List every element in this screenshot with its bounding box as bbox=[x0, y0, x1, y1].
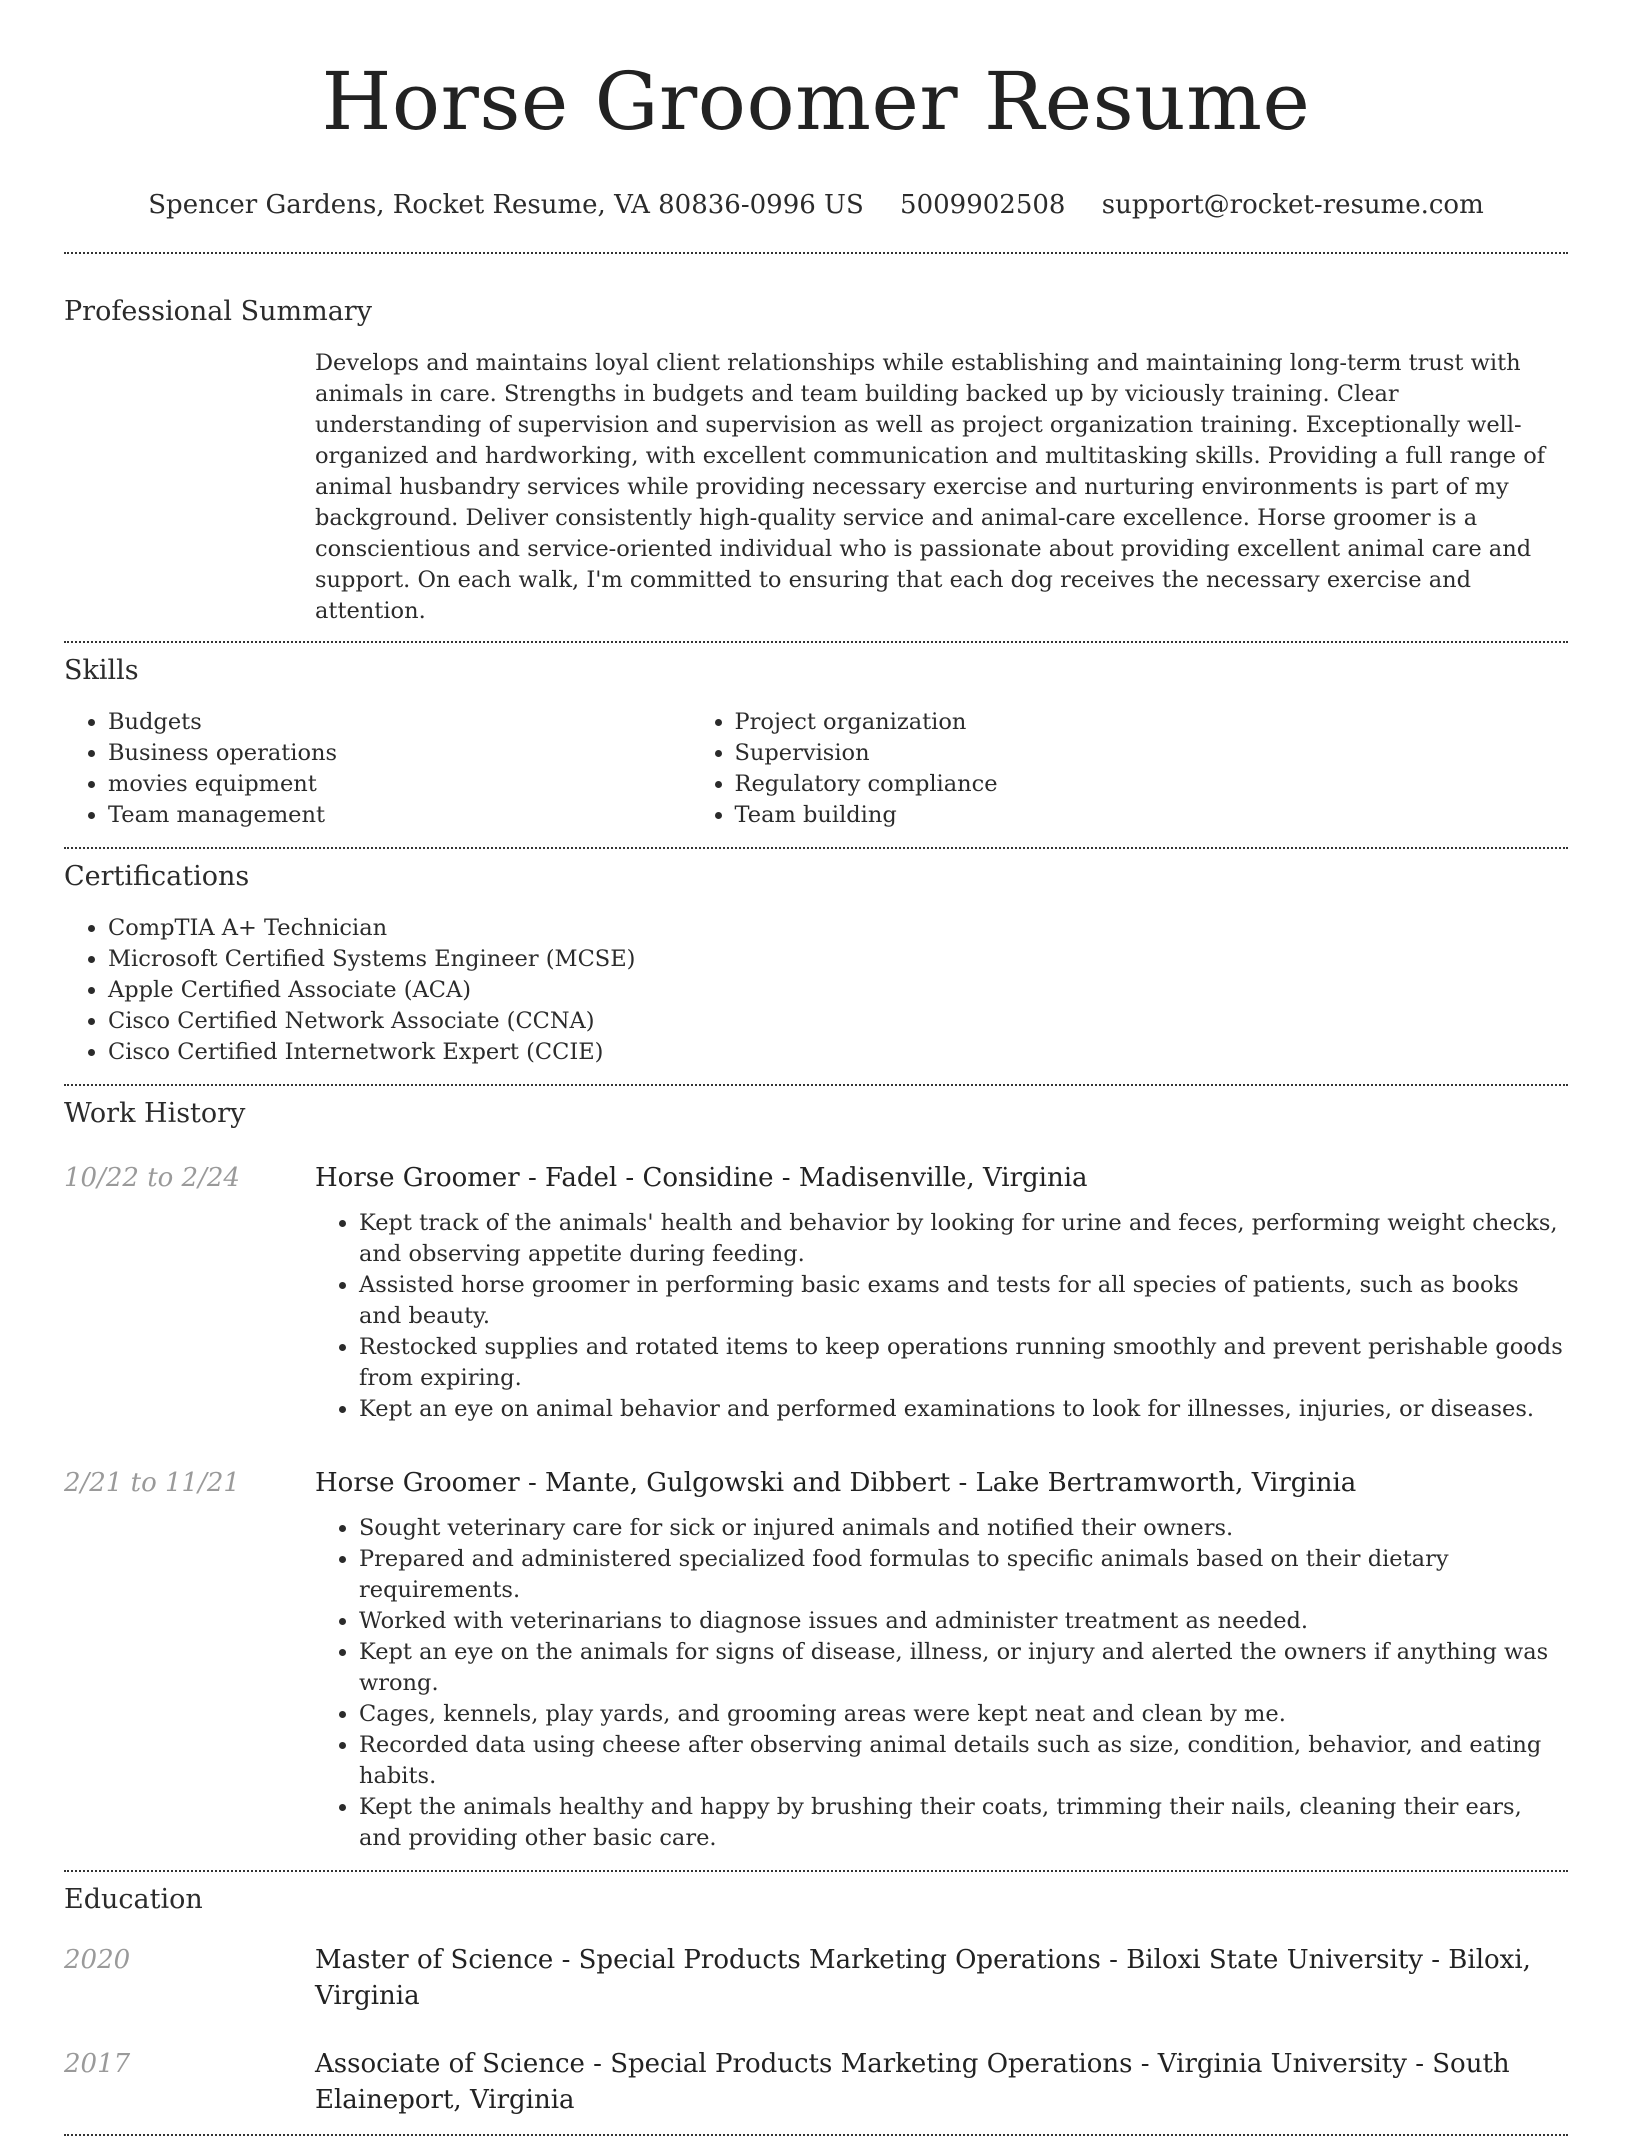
section-heading-summary: Professional Summary bbox=[64, 296, 372, 327]
job-bullet: • Assisted horse groomer in performing basic exams and tests for all species of patients, such as books and beauty. bbox=[359, 1270, 1568, 1332]
certification-item: • Apple Certified Associate (ACA) bbox=[108, 975, 1317, 1006]
section-heading-education: Education bbox=[64, 1884, 203, 1915]
certification-item: • CompTIA A+ Technician bbox=[108, 913, 1317, 944]
page-title: Horse Groomer Resume bbox=[321, 55, 1311, 148]
skill-item: • Supervision bbox=[735, 738, 1318, 769]
job-bullet: • Prepared and administered specialized food formulas to specific animals based on their dietary requirements. bbox=[359, 1544, 1568, 1606]
education-title: Associate of Science - Special Products Marketing Operations - Virginia University - South Elaineport, Virginia bbox=[315, 2049, 1510, 2115]
job-bullet: • Recorded data using cheese after observing animal details such as size, condition, behavior, and eating habits. bbox=[359, 1730, 1568, 1792]
certification-item: • Microsoft Certified Systems Engineer (MCSE) bbox=[108, 944, 1317, 975]
education-entry bbox=[64, 2046, 1568, 2118]
contact-phone: 5009902508 bbox=[900, 190, 1066, 220]
certification-item: • Cisco Certified Network Associate (CCNA) bbox=[108, 1006, 1317, 1037]
skills-list-left bbox=[64, 707, 691, 831]
job-dates: 2/21 to 11/21 bbox=[64, 1468, 240, 1498]
summary-text: Develops and maintains loyal client relationships while establishing and maintaining long-term trust with animals in care. Strengths in budgets and team building backed up by viciously training. Clear understanding of supervision and supervision as well as project organization training. Exceptionally well-organized and hardworking, with excellent communication and multitasking skills. Providing a full range of animal husbandry services while providing necessary exercise and nurturing environments is part of my background. Deliver consistently high-quality service and animal-care excellence. Horse groomer is a conscientious and service-oriented individual who is passionate about providing excellent animal care and support. On each walk, I'm committed to ensuring that each dog receives the necessary exercise and attention. bbox=[315, 350, 1546, 624]
skills-section bbox=[64, 643, 1568, 831]
contact-email: support@rocket-resume.com bbox=[1101, 190, 1484, 220]
section-heading-certifications: Certifications bbox=[64, 861, 250, 892]
section-heading-work: Work History bbox=[64, 1098, 246, 1129]
education-year: 2020 bbox=[64, 1945, 131, 1975]
job-bullet: • Kept track of the animals' health and behavior by looking for urine and feces, performing weight checks, and observing appetite during feeding. bbox=[359, 1208, 1568, 1270]
certifications-section bbox=[64, 849, 1568, 1068]
skills-list-right bbox=[691, 707, 1318, 831]
job-bullet: • Restocked supplies and rotated items to keep operations running smoothly and prevent perishable goods from expiring. bbox=[359, 1332, 1568, 1394]
certifications-list bbox=[64, 913, 1317, 1068]
education-year: 2017 bbox=[64, 2049, 131, 2079]
job-title: Horse Groomer - Fadel - Considine - Madisenville, Virginia bbox=[315, 1163, 1088, 1193]
skill-item: • Team building bbox=[735, 800, 1318, 831]
job-title: Horse Groomer - Mante, Gulgowski and Dibbert - Lake Bertramworth, Virginia bbox=[315, 1468, 1357, 1498]
work-history-section bbox=[64, 1086, 1568, 1854]
contact-address: Spencer Gardens, Rocket Resume, VA 80836-0996 US bbox=[148, 190, 864, 220]
contact-line bbox=[64, 188, 1568, 222]
job-entry bbox=[64, 1465, 1568, 1854]
job-bullet: • Worked with veterinarians to diagnose issues and administer treatment as needed. bbox=[359, 1606, 1568, 1637]
job-bullets bbox=[315, 1208, 1568, 1425]
skill-item: • Budgets bbox=[108, 707, 691, 738]
skill-item: • movies equipment bbox=[108, 769, 691, 800]
resume-page bbox=[64, 0, 1568, 2136]
skill-item: • Business operations bbox=[108, 738, 691, 769]
job-bullets bbox=[315, 1513, 1568, 1854]
summary-section bbox=[64, 254, 1568, 627]
job-entry bbox=[64, 1160, 1568, 1425]
certification-item: • Cisco Certified Internetwork Expert (CCIE) bbox=[108, 1037, 1317, 1068]
job-bullet: • Kept the animals healthy and happy by brushing their coats, trimming their nails, cleaning their ears, and providing other basic care. bbox=[359, 1792, 1568, 1854]
job-bullet: • Cages, kennels, play yards, and grooming areas were kept neat and clean by me. bbox=[359, 1699, 1568, 1730]
skill-item: • Team management bbox=[108, 800, 691, 831]
education-title: Master of Science - Special Products Marketing Operations - Biloxi State University - Biloxi, Virginia bbox=[315, 1945, 1531, 2011]
job-bullet: • Kept an eye on the animals for signs of disease, illness, or injury and alerted the owners if anything was wrong. bbox=[359, 1637, 1568, 1699]
job-bullet: • Kept an eye on animal behavior and performed examinations to look for illnesses, injuries, or diseases. bbox=[359, 1394, 1568, 1425]
section-heading-skills: Skills bbox=[64, 655, 139, 686]
education-section bbox=[64, 1872, 1568, 2118]
job-bullet: • Sought veterinary care for sick or injured animals and notified their owners. bbox=[359, 1513, 1568, 1544]
education-entry bbox=[64, 1942, 1568, 2014]
job-dates: 10/22 to 2/24 bbox=[64, 1163, 240, 1193]
skill-item: • Regulatory compliance bbox=[735, 769, 1318, 800]
skill-item: • Project organization bbox=[735, 707, 1318, 738]
